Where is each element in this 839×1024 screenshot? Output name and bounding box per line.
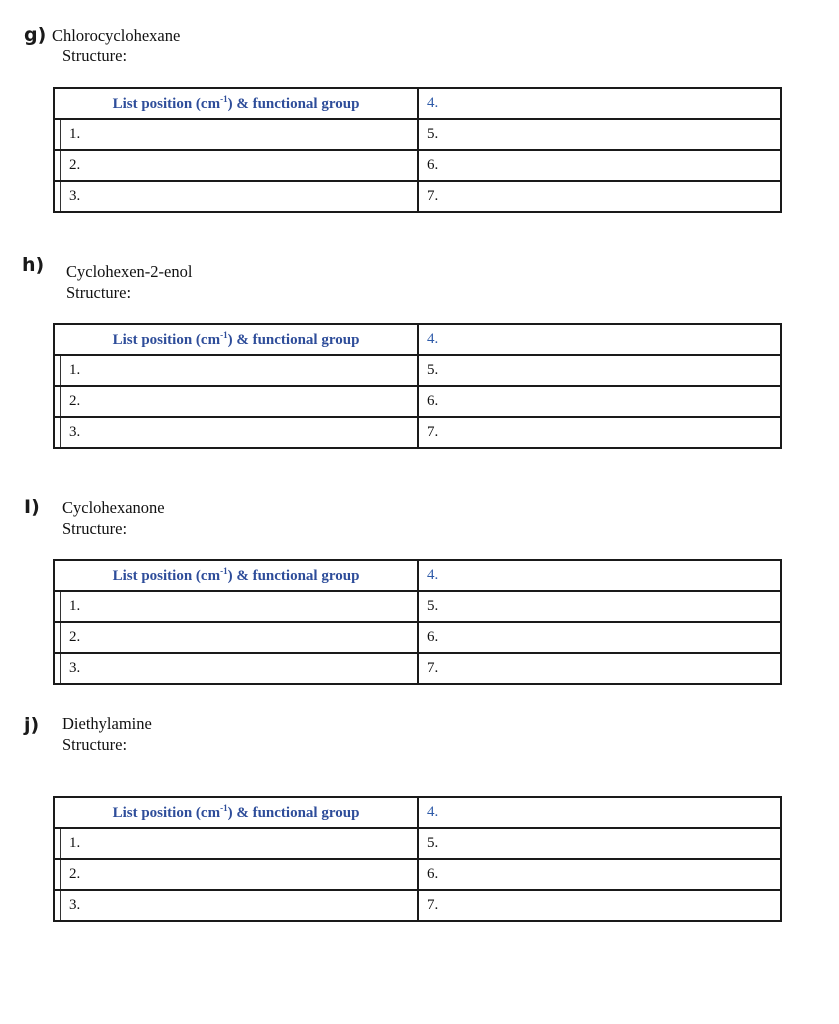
table-header-cell: List position $(cm^{-1})$ & functional group bbox=[54, 324, 418, 355]
table-cell[interactable]: 5. bbox=[418, 119, 781, 150]
table-cell[interactable]: 7. bbox=[418, 181, 781, 212]
compound-name: Diethylamine bbox=[62, 714, 152, 733]
table-header-cell: List position $(cm^{-1})$ & functional group bbox=[54, 797, 418, 828]
compound-name: Cyclohexen-2-enol bbox=[66, 262, 193, 281]
section-marker: g) bbox=[24, 24, 47, 46]
table-cell[interactable]: 3. bbox=[54, 417, 418, 448]
table-cell[interactable]: 4. bbox=[418, 88, 781, 119]
table-row bbox=[54, 417, 781, 448]
table-row bbox=[54, 150, 781, 181]
table-row bbox=[54, 890, 781, 921]
table-cell[interactable]: 5. bbox=[418, 828, 781, 859]
table-cell[interactable]: 1. bbox=[54, 355, 418, 386]
table-cell[interactable]: 2. bbox=[54, 622, 418, 653]
table-cell[interactable]: 6. bbox=[418, 622, 781, 653]
table-cell[interactable]: 3. bbox=[54, 181, 418, 212]
table-row bbox=[54, 560, 781, 591]
table-cell[interactable]: 7. bbox=[418, 890, 781, 921]
compound-name: Cyclohexanone bbox=[62, 498, 165, 517]
table-cell[interactable]: 1. bbox=[54, 591, 418, 622]
compound-name: Chlorocyclohexane bbox=[52, 26, 181, 45]
table-row bbox=[54, 88, 781, 119]
table-cell[interactable]: 3. bbox=[54, 653, 418, 684]
table-cell[interactable]: 4. bbox=[418, 324, 781, 355]
structure-label: Structure: bbox=[62, 519, 128, 538]
section-marker: h) bbox=[22, 254, 45, 276]
table-cell[interactable]: 6. bbox=[418, 859, 781, 890]
table-cell[interactable]: 7. bbox=[418, 417, 781, 448]
structure-label: Structure: bbox=[66, 283, 132, 302]
table-header-cell: List position $(cm^{-1})$ & functional group bbox=[54, 560, 418, 591]
structure-label: Structure: bbox=[62, 735, 128, 754]
structure-label: Structure: bbox=[62, 46, 128, 65]
table-cell[interactable]: 6. bbox=[418, 386, 781, 417]
table-cell[interactable]: 2. bbox=[54, 859, 418, 890]
table-cell[interactable]: 6. bbox=[418, 150, 781, 181]
table-row bbox=[54, 859, 781, 890]
table-row bbox=[54, 119, 781, 150]
table-header-cell: List position $(cm^{-1})$ & functional group bbox=[54, 88, 418, 119]
table-row bbox=[54, 653, 781, 684]
table-row bbox=[54, 797, 781, 828]
ir-table bbox=[53, 323, 782, 449]
table-cell[interactable]: 2. bbox=[54, 386, 418, 417]
table-cell[interactable]: 1. bbox=[54, 828, 418, 859]
table-cell[interactable]: 5. bbox=[418, 591, 781, 622]
table-cell[interactable]: 5. bbox=[418, 355, 781, 386]
table-cell[interactable]: 1. bbox=[54, 119, 418, 150]
table-row bbox=[54, 591, 781, 622]
table-row bbox=[54, 181, 781, 212]
table-cell[interactable]: 4. bbox=[418, 560, 781, 591]
section-marker: j) bbox=[24, 714, 40, 736]
ir-table bbox=[53, 559, 782, 685]
section-marker: I) bbox=[24, 496, 40, 518]
table-cell[interactable]: 4. bbox=[418, 797, 781, 828]
table-cell[interactable]: 2. bbox=[54, 150, 418, 181]
table-cell[interactable]: 3. bbox=[54, 890, 418, 921]
table-row bbox=[54, 324, 781, 355]
table-row bbox=[54, 828, 781, 859]
table-cell[interactable]: 7. bbox=[418, 653, 781, 684]
ir-table bbox=[53, 796, 782, 922]
table-row bbox=[54, 386, 781, 417]
ir-table bbox=[53, 87, 782, 213]
table-row bbox=[54, 622, 781, 653]
table-row bbox=[54, 355, 781, 386]
